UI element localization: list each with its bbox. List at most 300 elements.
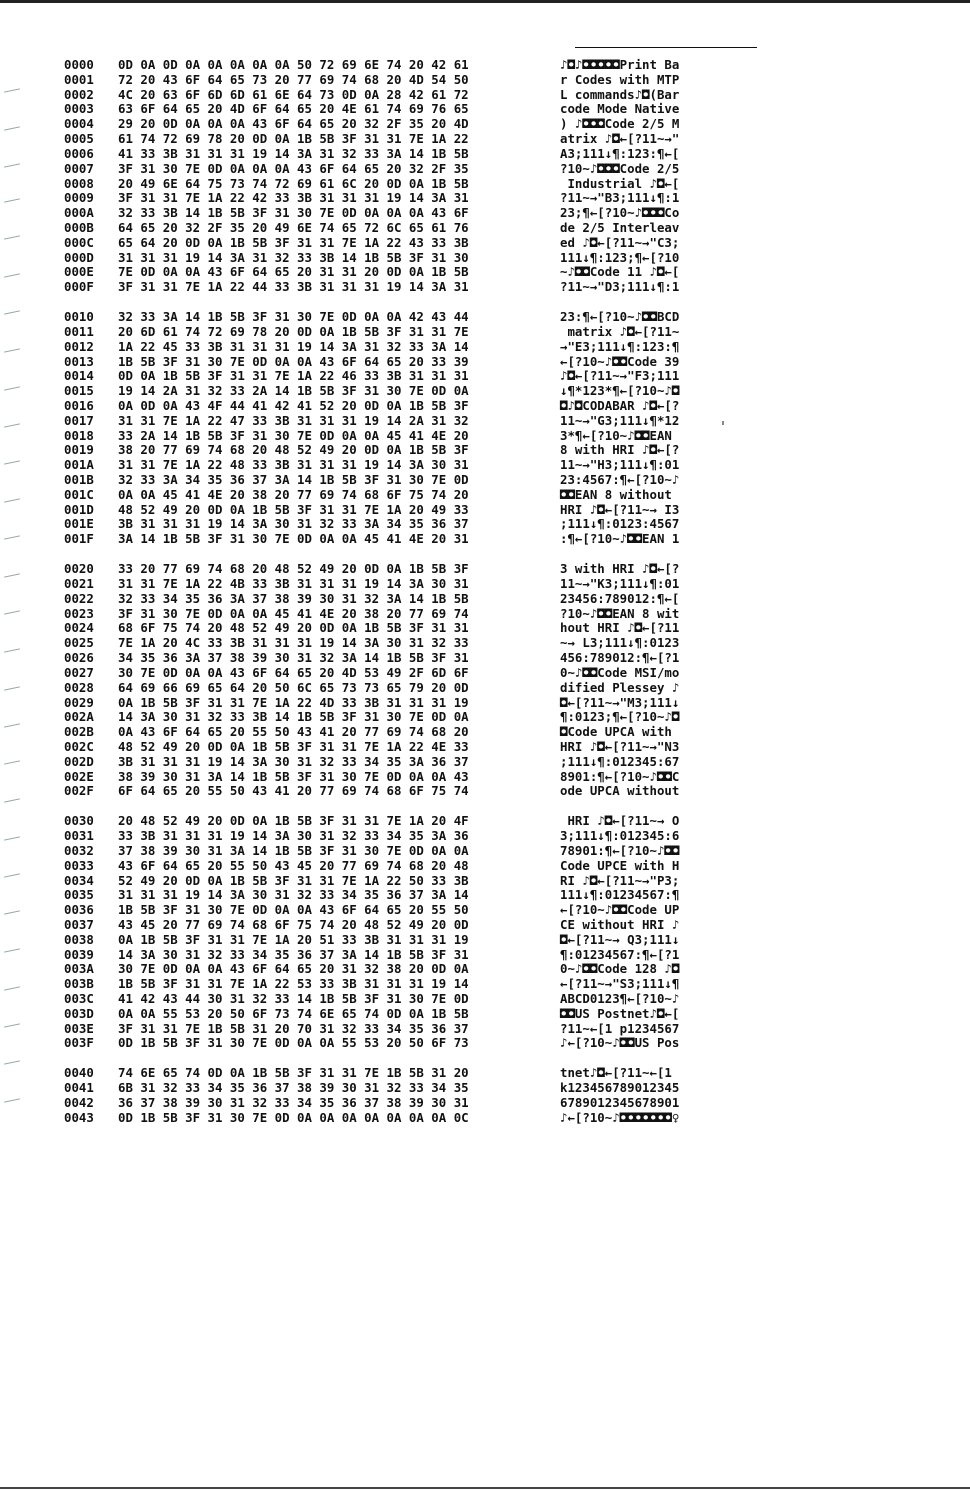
margin-mark	[4, 498, 20, 502]
row-address: 003B	[64, 976, 94, 992]
margin-mark	[4, 723, 20, 727]
row-hex-bytes: 0D 0A 1B 5B 3F 31 31 7E 1A 22 46 33 3B 31 31 31	[118, 368, 469, 384]
row-ascii-text: HRI ♪◘←[?11~→"N3	[560, 738, 680, 754]
dump-row	[64, 577, 744, 592]
row-address: 002E	[64, 768, 94, 784]
row-ascii-text: ) ♪◘◘◘Code 2/5 M	[560, 116, 680, 132]
dump-row	[64, 755, 744, 770]
row-address: 0036	[64, 902, 94, 918]
dump-row	[64, 488, 744, 503]
row-ascii-text: ←[?10~♪◘◘Code 39	[560, 353, 680, 369]
row-hex-bytes: 33 2A 14 1B 5B 3F 31 30 7E 0D 0A 0A 45 41 4E 20	[118, 427, 469, 443]
row-address: 0009	[64, 190, 94, 206]
row-address: 0038	[64, 931, 94, 947]
dump-row	[64, 1036, 744, 1051]
row-hex-bytes: 20 49 6E 64 75 73 74 72 69 61 6C 20 0D 0A 1B 5B	[118, 175, 469, 191]
row-ascii-text: ed ♪◘←[?11~→"C3;	[560, 234, 680, 250]
dump-row	[64, 651, 744, 666]
row-address: 001E	[64, 516, 94, 532]
row-ascii-text: ◘←[?11~→"M3;111↓	[560, 694, 680, 710]
row-address: 0039	[64, 946, 94, 962]
margin-mark	[4, 873, 20, 877]
row-address: 0010	[64, 309, 94, 325]
row-hex-bytes: 0A 1B 5B 3F 31 31 7E 1A 20 51 33 3B 31 31 31 19	[118, 931, 469, 947]
margin-mark	[4, 1060, 20, 1064]
row-ascii-text: matrix ♪◘←[?11~	[560, 323, 680, 339]
dump-row	[64, 443, 744, 458]
row-address: 0014	[64, 368, 94, 384]
row-ascii-text: ~♪◘◘Code 11 ♪◘←[	[560, 264, 680, 280]
row-hex-bytes: 3F 31 31 7E 1A 22 44 33 3B 31 31 31 19 14 3A 31	[118, 279, 469, 295]
dump-row	[64, 784, 744, 799]
row-ascii-text: 23456:789012:¶←[	[560, 590, 680, 606]
row-hex-bytes: 48 52 49 20 0D 0A 1B 5B 3F 31 31 7E 1A 20 49 33	[118, 501, 469, 517]
dump-row	[64, 58, 744, 73]
row-address: 003D	[64, 1005, 94, 1021]
row-address: 003E	[64, 1020, 94, 1036]
row-address: 0040	[64, 1065, 94, 1081]
row-address: 0032	[64, 842, 94, 858]
row-address: 0022	[64, 590, 94, 606]
row-ascii-text: hout HRI ♪◘←[?11	[560, 620, 680, 636]
row-hex-bytes: 74 6E 65 74 0D 0A 1B 5B 3F 31 31 7E 1B 5B 31 20	[118, 1065, 469, 1081]
row-address: 002D	[64, 753, 94, 769]
row-address: 001F	[64, 531, 94, 547]
dump-row	[64, 1096, 744, 1111]
margin-mark	[4, 798, 20, 802]
row-address: 002A	[64, 709, 94, 725]
dump-row	[64, 636, 744, 651]
row-ascii-text: HRI ♪◘←[?11~→ I3	[560, 501, 680, 517]
row-address: 0035	[64, 887, 94, 903]
row-address: 001B	[64, 472, 94, 488]
row-hex-bytes: 0A 1B 5B 3F 31 31 7E 1A 22 4D 33 3B 31 31 31 19	[118, 694, 469, 710]
row-address: 0005	[64, 131, 94, 147]
dump-row	[64, 933, 744, 948]
row-hex-bytes: 3A 14 1B 5B 3F 31 30 7E 0D 0A 0A 45 41 4E 20 31	[118, 531, 469, 547]
row-ascii-text: A3;111↓¶:123:¶←[	[560, 145, 680, 161]
row-ascii-text: 111↓¶:123;¶←[?10	[560, 249, 680, 265]
dump-row	[64, 681, 744, 696]
row-hex-bytes: 43 45 20 77 69 74 68 6F 75 74 20 48 52 49 20 0D	[118, 916, 469, 932]
margin-mark	[4, 910, 20, 914]
row-hex-bytes: 32 33 34 35 36 3A 37 38 39 30 31 32 3A 14 1B 5B	[118, 590, 469, 606]
row-hex-bytes: 6F 64 65 20 55 50 43 41 20 77 69 74 68 6F 75 74	[118, 783, 469, 799]
row-hex-bytes: 33 3B 31 31 31 19 14 3A 30 31 32 33 34 35 3A 36	[118, 828, 469, 844]
row-ascii-text: 11~→"G3;111↓¶*12	[560, 412, 680, 428]
margin-mark	[4, 648, 20, 652]
row-ascii-text: ?11~→"D3;111↓¶:1	[560, 279, 680, 295]
row-hex-bytes: 30 7E 0D 0A 0A 43 6F 64 65 20 4D 53 49 2F 6D 6F	[118, 664, 469, 680]
row-hex-bytes: 48 52 49 20 0D 0A 1B 5B 3F 31 31 7E 1A 22 4E 33	[118, 738, 469, 754]
row-ascii-text: code Mode Native	[560, 101, 680, 117]
row-hex-bytes: 0A 0A 55 53 20 50 6F 73 74 6E 65 74 0D 0A 1B 5B	[118, 1005, 469, 1021]
dump-row	[64, 473, 744, 488]
dump-row	[64, 206, 744, 221]
row-ascii-text: r Codes with MTP	[560, 71, 680, 87]
dump-row	[64, 532, 744, 547]
dump-row	[64, 1066, 744, 1081]
dump-row	[64, 177, 744, 192]
row-hex-bytes: 1B 5B 3F 31 30 7E 0D 0A 0A 43 6F 64 65 20 33 39	[118, 353, 469, 369]
row-ascii-text: L commands♪◘(Bar	[560, 86, 680, 102]
row-ascii-text: RI ♪◘←[?11~→"P3;	[560, 872, 680, 888]
dump-block	[64, 814, 744, 1051]
row-ascii-text: 3 with HRI ♪◘←[?	[560, 561, 680, 577]
row-hex-bytes: 31 31 7E 1A 22 48 33 3B 31 31 31 19 14 3A 30 31	[118, 457, 469, 473]
row-address: 0037	[64, 916, 94, 932]
row-hex-bytes: 31 31 31 19 14 3A 30 31 32 33 34 35 36 37 3A 14	[118, 887, 469, 903]
dump-row	[64, 740, 744, 755]
row-ascii-text: ◘♪◘CODABAR ♪◘←[?	[560, 397, 680, 413]
row-ascii-text: :¶←[?10~♪◘◘EAN 1	[560, 531, 680, 547]
row-hex-bytes: 31 31 31 19 14 3A 31 32 33 3B 14 1B 5B 3F 31 30	[118, 249, 469, 265]
row-ascii-text: 3*¶←[?10~♪◘◘EAN	[560, 427, 680, 443]
row-hex-bytes: 3B 31 31 31 19 14 3A 30 31 32 33 34 35 3A 36 37	[118, 753, 469, 769]
margin-mark	[4, 386, 20, 390]
row-address: 0020	[64, 561, 94, 577]
row-ascii-text: ←[?10~♪◘◘Code UP	[560, 902, 680, 918]
row-hex-bytes: 0D 1B 5B 3F 31 30 7E 0D 0A 0A 0A 0A 0A 0A 0A 0C	[118, 1109, 469, 1125]
margin-mark	[4, 273, 20, 277]
row-hex-bytes: 6B 31 32 33 34 35 36 37 38 39 30 31 32 33 34 35	[118, 1080, 469, 1096]
row-address: 000A	[64, 205, 94, 221]
dump-row	[64, 117, 744, 132]
margin-mark	[4, 986, 20, 990]
row-address: 0000	[64, 57, 94, 72]
dump-row	[64, 414, 744, 429]
row-hex-bytes: 20 6D 61 74 72 69 78 20 0D 0A 1B 5B 3F 31 31 7E	[118, 323, 469, 339]
row-address: 003C	[64, 991, 94, 1007]
row-address: 000C	[64, 234, 94, 250]
margin-mark	[4, 948, 20, 952]
row-hex-bytes: 0A 0D 0A 43 4F 44 41 42 41 52 20 0D 0A 1B 5B 3F	[118, 397, 469, 413]
row-hex-bytes: 38 20 77 69 74 68 20 48 52 49 20 0D 0A 1B 5B 3F	[118, 442, 469, 458]
row-address: 0031	[64, 828, 94, 844]
dump-row	[64, 948, 744, 963]
row-ascii-text: dified Plessey ♪	[560, 679, 680, 695]
row-hex-bytes: 7E 1A 20 4C 33 3B 31 31 31 19 14 3A 30 31 32 33	[118, 635, 469, 651]
row-ascii-text: 8 with HRI ♪◘←[?	[560, 442, 680, 458]
row-hex-bytes: 61 74 72 69 78 20 0D 0A 1B 5B 3F 31 31 7E 1A 22	[118, 131, 469, 147]
margin-mark	[4, 235, 20, 239]
row-ascii-text: ◘◘US Postnet♪◘←[	[560, 1005, 680, 1021]
row-address: 0023	[64, 605, 94, 621]
row-hex-bytes: 31 31 7E 1A 22 47 33 3B 31 31 31 19 14 2A 31 32	[118, 412, 469, 428]
row-ascii-text: k123456789012345	[560, 1080, 680, 1096]
margin-mark	[4, 348, 20, 352]
dump-row	[64, 102, 744, 117]
row-address: 003A	[64, 961, 94, 977]
row-ascii-text: 11~→"K3;111↓¶:01	[560, 576, 680, 591]
row-address: 001D	[64, 501, 94, 517]
row-ascii-text: ?10~♪◘◘◘Code 2/5	[560, 160, 680, 176]
row-hex-bytes: 30 7E 0D 0A 0A 43 6F 64 65 20 31 32 38 20 0D 0A	[118, 961, 469, 977]
row-hex-bytes: 32 33 3A 34 35 36 37 3A 14 1B 5B 3F 31 30 7E 0D	[118, 472, 469, 488]
row-ascii-text: tnet♪◘←[?11~←[1	[560, 1065, 680, 1081]
row-hex-bytes: 14 3A 30 31 32 33 3B 14 1B 5B 3F 31 30 7E 0D 0A	[118, 709, 469, 725]
row-hex-bytes: 37 38 39 30 31 3A 14 1B 5B 3F 31 30 7E 0D 0A 0A	[118, 842, 469, 858]
stray-mark	[722, 421, 724, 425]
row-ascii-text: 78901:¶←[?10~♪◘◘	[560, 842, 680, 858]
row-address: 002B	[64, 724, 94, 740]
row-hex-bytes: 31 31 7E 1A 22 4B 33 3B 31 31 31 19 14 3A 30 31	[118, 576, 469, 591]
margin-mark	[4, 686, 20, 690]
row-address: 0019	[64, 442, 94, 458]
dump-row	[64, 369, 744, 384]
margin-mark	[4, 88, 20, 92]
margin-mark	[4, 198, 20, 202]
row-hex-bytes: 1B 5B 3F 31 30 7E 0D 0A 0A 43 6F 64 65 20 55 50	[118, 902, 469, 918]
dump-row	[64, 88, 744, 103]
row-address: 0006	[64, 145, 94, 161]
dump-row	[64, 1007, 744, 1022]
row-address: 000D	[64, 249, 94, 265]
row-address: 0016	[64, 397, 94, 413]
row-address: 0034	[64, 872, 94, 888]
row-address: 000E	[64, 264, 94, 280]
dump-row	[64, 918, 744, 933]
dump-row	[64, 132, 744, 147]
bottom-rule	[0, 1487, 970, 1489]
dump-row	[64, 355, 744, 370]
dump-row	[64, 340, 744, 355]
dump-row	[64, 1111, 744, 1126]
margin-mark	[4, 610, 20, 614]
row-ascii-text: de 2/5 Interleav	[560, 219, 680, 235]
row-address: 0024	[64, 620, 94, 636]
dump-row	[64, 607, 744, 622]
row-address: 0027	[64, 664, 94, 680]
row-hex-bytes: 7E 0D 0A 0A 43 6F 64 65 20 31 31 20 0D 0A 1B 5B	[118, 264, 469, 280]
row-address: 0004	[64, 116, 94, 132]
row-ascii-text: 23:¶←[?10~♪◘◘BCD	[560, 309, 680, 325]
row-ascii-text: HRI ♪◘←[?11~→ O	[560, 813, 680, 829]
ascii-column-rule	[575, 47, 757, 48]
row-hex-bytes: 32 33 3B 14 1B 5B 3F 31 30 7E 0D 0A 0A 0A 43 6F	[118, 205, 469, 221]
dump-row	[64, 770, 744, 785]
margin-mark	[4, 310, 20, 314]
row-hex-bytes: 3F 31 30 7E 0D 0A 0A 45 41 4E 20 38 20 77 69 74	[118, 605, 469, 621]
row-hex-bytes: 14 3A 30 31 32 33 34 35 36 37 3A 14 1B 5B 3F 31	[118, 946, 469, 962]
hex-dump	[64, 58, 744, 1141]
row-hex-bytes: 32 33 3A 14 1B 5B 3F 31 30 7E 0D 0A 0A 42 43 44	[118, 309, 469, 325]
dump-row	[64, 1081, 744, 1096]
row-hex-bytes: 34 35 36 3A 37 38 39 30 31 32 3A 14 1B 5B 3F 31	[118, 650, 469, 666]
row-ascii-text: 0~♪◘◘Code 128 ♪◘	[560, 961, 680, 977]
row-hex-bytes: 64 65 20 32 2F 35 20 49 6E 74 65 72 6C 65 61 76	[118, 219, 469, 235]
row-hex-bytes: 3B 31 31 31 19 14 3A 30 31 32 33 3A 34 35 36 37	[118, 516, 469, 532]
row-ascii-text: →"E3;111↓¶:123:¶	[560, 338, 680, 354]
dump-row	[64, 236, 744, 251]
row-ascii-text: ¶:01234567:¶←[?1	[560, 946, 680, 962]
row-ascii-text: ♪←[?10~♪◘◘US Pos	[560, 1035, 680, 1051]
row-ascii-text: ¶:0123;¶←[?10~♪◘	[560, 709, 680, 725]
row-hex-bytes: 72 20 43 6F 64 65 73 20 77 69 74 68 20 4D 54 50	[118, 71, 469, 87]
dump-row	[64, 592, 744, 607]
row-hex-bytes: 65 64 20 0D 0A 1B 5B 3F 31 31 7E 1A 22 43 33 3B	[118, 234, 469, 250]
dump-row	[64, 384, 744, 399]
row-address: 0021	[64, 576, 94, 591]
dump-row	[64, 859, 744, 874]
row-ascii-text: ◘◘EAN 8 without	[560, 486, 680, 502]
dump-row	[64, 280, 744, 295]
dump-row	[64, 162, 744, 177]
row-hex-bytes: 43 6F 64 65 20 55 50 43 45 20 77 69 74 68 20 48	[118, 857, 469, 873]
dump-row	[64, 814, 744, 829]
row-hex-bytes: 20 48 52 49 20 0D 0A 1B 5B 3F 31 31 7E 1A 20 4F	[118, 813, 469, 829]
row-ascii-text: ?10~♪◘◘EAN 8 wit	[560, 605, 680, 621]
row-ascii-text: 23:4567:¶←[?10~♪	[560, 472, 680, 488]
row-address: 0028	[64, 679, 94, 695]
row-address: 001A	[64, 457, 94, 473]
row-hex-bytes: 3F 31 30 7E 0D 0A 0A 0A 43 6F 64 65 20 32 2F 35	[118, 160, 469, 176]
dump-row	[64, 503, 744, 518]
row-hex-bytes: 3F 31 31 7E 1B 5B 31 20 70 31 32 33 34 35 36 37	[118, 1020, 469, 1036]
dump-block	[64, 1066, 744, 1125]
row-address: 0015	[64, 383, 94, 399]
row-hex-bytes: 33 20 77 69 74 68 20 48 52 49 20 0D 0A 1B 5B 3F	[118, 561, 469, 577]
dump-row	[64, 562, 744, 577]
row-hex-bytes: 36 37 38 39 30 31 32 33 34 35 36 37 38 39 30 31	[118, 1095, 469, 1110]
row-ascii-text: ◘Code UPCA with	[560, 724, 680, 740]
row-ascii-text: ~→ L3;111↓¶:0123	[560, 635, 680, 651]
row-hex-bytes: 0D 1B 5B 3F 31 30 7E 0D 0A 0A 55 53 20 50 6F 73	[118, 1035, 469, 1051]
row-address: 0011	[64, 323, 94, 339]
row-ascii-text: 11~→"H3;111↓¶:01	[560, 457, 680, 473]
row-hex-bytes: 38 39 30 31 3A 14 1B 5B 3F 31 30 7E 0D 0A 0A 43	[118, 768, 469, 784]
dump-row	[64, 310, 744, 325]
dump-row	[64, 696, 744, 711]
row-hex-bytes: 4C 20 63 6F 6D 6D 61 6E 64 73 0D 0A 28 42 61 72	[118, 86, 469, 102]
row-address: 0003	[64, 101, 94, 117]
margin-mark	[4, 1098, 20, 1102]
dump-row	[64, 517, 744, 532]
row-hex-bytes: 1A 22 45 33 3B 31 31 31 19 14 3A 31 32 33 3A 14	[118, 338, 469, 354]
row-hex-bytes: 1B 5B 3F 31 31 7E 1A 22 53 33 3B 31 31 31 19 14	[118, 976, 469, 992]
row-hex-bytes: 3F 31 31 7E 1A 22 42 33 3B 31 31 31 19 14 3A 31	[118, 190, 469, 206]
row-address: 0001	[64, 71, 94, 87]
dump-row	[64, 725, 744, 740]
dump-row	[64, 265, 744, 280]
row-ascii-text: Industrial ♪◘←[	[560, 175, 680, 191]
row-hex-bytes: 29 20 0D 0A 0A 0A 43 6F 64 65 20 32 2F 35 20 4D	[118, 116, 469, 132]
dump-row	[64, 962, 744, 977]
row-hex-bytes: 0D 0A 0D 0A 0A 0A 0A 0A 50 72 69 6E 74 20 42 61	[118, 57, 469, 72]
row-address: 002F	[64, 783, 94, 799]
row-hex-bytes: 41 42 43 44 30 31 32 33 14 1B 5B 3F 31 30 7E 0D	[118, 991, 469, 1007]
row-address: 0007	[64, 160, 94, 176]
row-ascii-text: ?11~←[1 p1234567	[560, 1020, 680, 1036]
row-ascii-text: ;111↓¶:0123:4567	[560, 516, 680, 532]
row-ascii-text: ?11~→"B3;111↓¶:1	[560, 190, 680, 206]
margin-mark	[4, 760, 20, 764]
row-address: 0042	[64, 1095, 94, 1110]
row-ascii-text: ◘←[?11~→ Q3;111↓	[560, 931, 680, 947]
row-hex-bytes: 63 6F 64 65 20 4D 6F 64 65 20 4E 61 74 69 76 65	[118, 101, 469, 117]
row-address: 0043	[64, 1109, 94, 1125]
row-address: 003F	[64, 1035, 94, 1051]
dump-row	[64, 874, 744, 889]
row-ascii-text: ode UPCA without	[560, 783, 680, 799]
margin-mark	[4, 1023, 20, 1027]
row-ascii-text: 8901:¶←[?10~♪◘◘C	[560, 768, 680, 784]
row-hex-bytes: 19 14 2A 31 32 33 2A 14 1B 5B 3F 31 30 7E 0D 0A	[118, 383, 469, 399]
dump-block	[64, 58, 744, 295]
row-hex-bytes: 64 69 66 69 65 64 20 50 6C 65 73 73 65 79 20 0D	[118, 679, 469, 695]
row-ascii-text: 3;111↓¶:012345:6	[560, 828, 680, 844]
row-address: 0012	[64, 338, 94, 354]
row-ascii-text: Code UPCE with H	[560, 857, 680, 873]
row-ascii-text: CE without HRI ♪	[560, 916, 680, 932]
dump-row	[64, 251, 744, 266]
row-address: 0025	[64, 635, 94, 651]
dump-row	[64, 977, 744, 992]
row-ascii-text: 456:789012:¶←[?1	[560, 650, 680, 666]
row-hex-bytes: 0A 0A 45 41 4E 20 38 20 77 69 74 68 6F 75 74 20	[118, 486, 469, 502]
row-hex-bytes: 41 33 3B 31 31 31 19 14 3A 31 32 33 3A 14 1B 5B	[118, 145, 469, 161]
dump-row	[64, 621, 744, 636]
margin-mark	[4, 836, 20, 840]
dump-row	[64, 844, 744, 859]
margin-mark	[4, 423, 20, 427]
dump-row	[64, 147, 744, 162]
row-ascii-text: ♪←[?10~♪◘◘◘◘◘◘◘♀	[560, 1109, 680, 1125]
row-ascii-text: 23;¶←[?10~♪◘◘◘Co	[560, 205, 680, 221]
dump-row	[64, 325, 744, 340]
row-ascii-text: 6789012345678901	[560, 1095, 680, 1110]
row-ascii-text: 111↓¶:01234567:¶	[560, 887, 680, 903]
margin-mark	[4, 163, 20, 167]
dump-row	[64, 666, 744, 681]
dump-row	[64, 710, 744, 725]
dump-row	[64, 829, 744, 844]
row-address: 0033	[64, 857, 94, 873]
row-address: 0008	[64, 175, 94, 191]
margin-mark	[4, 535, 20, 539]
row-hex-bytes: 0A 43 6F 64 65 20 55 50 43 41 20 77 69 74 68 20	[118, 724, 469, 740]
row-ascii-text: 0~♪◘◘Code MSI/mo	[560, 664, 680, 680]
row-ascii-text: ABCD0123¶←[?10~♪	[560, 991, 680, 1007]
row-ascii-text: atrix ♪◘←[?11~→"	[560, 131, 680, 147]
row-address: 000F	[64, 279, 94, 295]
row-address: 001C	[64, 486, 94, 502]
row-address: 0018	[64, 427, 94, 443]
row-ascii-text: ♪◘←[?11~→"F3;111	[560, 368, 680, 384]
margin-mark	[4, 573, 20, 577]
dump-block	[64, 310, 744, 547]
row-address: 0002	[64, 86, 94, 102]
row-ascii-text: ←[?11~→"S3;111↓¶	[560, 976, 680, 992]
margin-mark	[4, 126, 20, 130]
row-address: 0029	[64, 694, 94, 710]
row-address: 002C	[64, 738, 94, 754]
row-address: 000B	[64, 219, 94, 235]
row-hex-bytes: 68 6F 75 74 20 48 52 49 20 0D 0A 1B 5B 3F 31 31	[118, 620, 469, 636]
dump-row	[64, 399, 744, 414]
dump-row	[64, 903, 744, 918]
row-address: 0017	[64, 412, 94, 428]
row-address: 0013	[64, 353, 94, 369]
dump-row	[64, 888, 744, 903]
row-hex-bytes: 52 49 20 0D 0A 1B 5B 3F 31 31 7E 1A 22 50 33 3B	[118, 872, 469, 888]
row-address: 0026	[64, 650, 94, 666]
dump-row	[64, 1022, 744, 1037]
dump-row	[64, 429, 744, 444]
dump-row	[64, 191, 744, 206]
margin-mark	[4, 460, 20, 464]
row-ascii-text: ;111↓¶:012345:67	[560, 753, 680, 769]
